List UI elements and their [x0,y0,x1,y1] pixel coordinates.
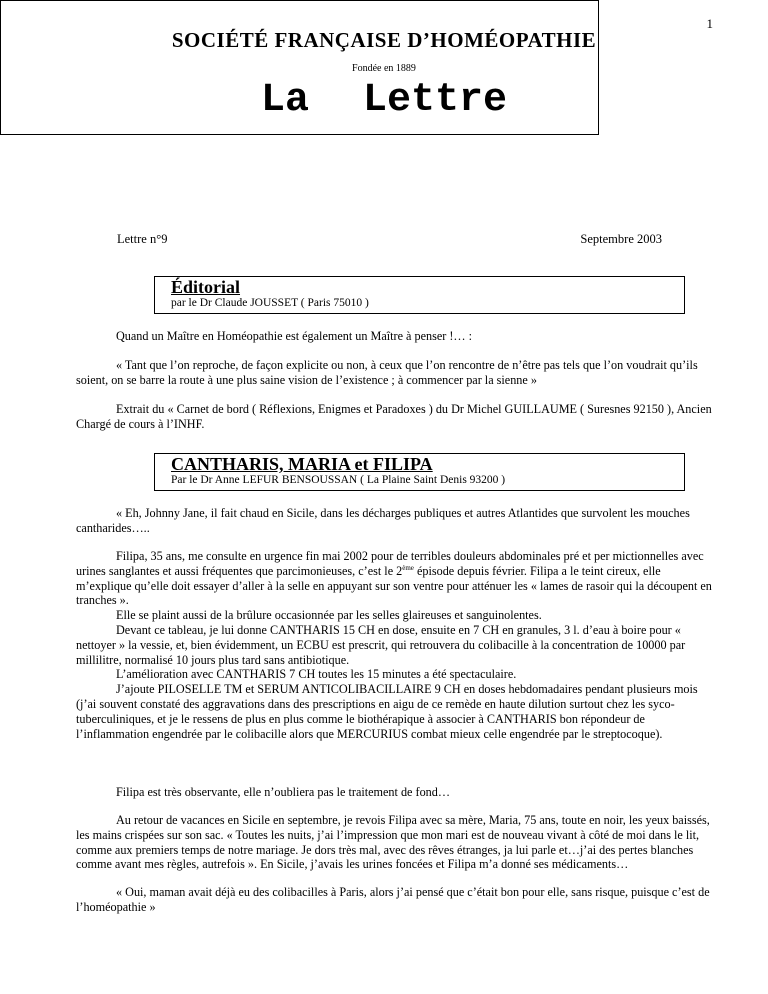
article-header [154,453,685,491]
article-paragraph: Filipa est très observante, elle n’oubliera pas le traitement de fond… [116,785,451,799]
article-paragraph: « Oui, maman avait déjà eu des colibacilles à Paris, alors j’ai pensé que c’était bon pour elle, sans risque, puisque c’est de l’homéopathie » [76,885,710,914]
article-title: CANTHARIS, MARIA et FILIPA [171,454,433,474]
page-number: 1 [706,16,713,31]
editorial-header [154,276,685,314]
article-observance [76,785,716,800]
issue-date: Septembre 2003 [580,232,662,246]
masthead [0,0,599,135]
editorial-source [76,402,716,432]
newsletter-title: La Lettre [260,78,508,123]
society-name: SOCIÉTÉ FRANÇAISE D’HOMÉOPATHIE [171,28,597,52]
article-quote [76,885,716,915]
issue-number: Lettre n°9 [117,232,168,246]
editorial-intro [76,329,716,344]
article-paragraph: « Eh, Johnny Jane, il fait chaud en Sicile, dans les décharges publiques et autres Atlantides que survolent les mouches cantharides….. [76,506,690,535]
article-paragraph: Elle se plaint aussi de la brûlure occasionnée par les selles glaireuses et sanguinolentes. [116,608,542,623]
article-author: Par le Dr Anne LEFUR BENSOUSSAN ( La Plaine Saint Denis 93200 ) [171,474,506,486]
article-paragraph: J’ajoute PILOSELLE TM et SERUM ANTICOLIBACILLAIRE 9 CH en doses hebdomadaires pendant plusieurs mois (j’ai souvent constaté des aggravations dans des prescriptions en aigu de ce remède en haute dilution surtout chez les syco-tuberculiniques, et je le ressens de plus en plus comme le biothérapique à associer à CANTHARIS bon répondeur de l’inflammation engendrée par le colibacille alors que MERCURIUS combat mieux celle engendrée par le streptocoque). [76,682,698,741]
editorial-author: par le Dr Claude JOUSSET ( Paris 75010 ) [171,297,369,309]
article-intro [76,506,716,536]
article-paragraph: Devant ce tableau, je lui donne CANTHARIS 15 CH en dose, ensuite en 7 CH en granules, 3 l. d’eau à boire pour « nettoyer » la vessie, et, bien évidemment, un ECBU est prescrit, qui retrouvera du colibacille à la concentration de 10000 par millilitre, normalisé 10 jours plus tard sans antibiotique. [76,622,686,667]
article-return [76,813,716,872]
founded-line: Fondée en 1889 [352,63,416,74]
editorial-quote-text: « Tant que l’on reproche, de façon explicite ou non, à ceux que l’on rencontre de n’être pas tels que l’on voudrait qu’ils soient, on se barre la route à une plus saine vision de l’existence ; à commencer par la sienne » [76,358,698,387]
editorial-quote [76,358,716,388]
editorial-title: Éditorial [171,277,241,297]
article-paragraph: Au retour de vacances en Sicile en septembre, je revois Filipa avec sa mère, Maria, 75 ans, toute en noir, les yeux baissés, les mains crispées sur son sac. « Toutes les nuits, j’ai l’impression que mon mari est de nouveau vivant à côté de moi dans le lit, comme aux premiers temps de notre mariage. Je dors très mal, avec des rêves étranges, ja lui parle et…j’ai des pertes blanches comme avant mes règles, autrefois ». En Sicile, j’avais les urines foncées et Filipa m’a donné ses médicaments… [76,813,710,872]
editorial-intro-text: Quand un Maître en Homéopathie est également un Maître à penser !… : [116,329,473,343]
article-paragraph: Filipa, 35 ans, me consulte en urgence fin mai 2002 pour de terribles douleurs abdominales pré et per mictionnelles avec urines sanglantes et aussi fréquentes que parcimonieuses, c’est le 2ème épisode depuis février. Filipa a le teint cireux, elle m’explique qu’elle doit essayer d’aller à la selle en appuyant sur son ventre pour atténuer les « lames de rasoir qui la découpent en tranches ». [76,549,712,608]
article-paragraph: L’amélioration avec CANTHARIS 7 CH toutes les 15 minutes a été spectaculaire. [116,667,517,682]
editorial-source-text: Extrait du « Carnet de bord ( Réflexions, Enigmes et Paradoxes ) du Dr Michel GUILLAUME ( Suresnes 92150 ), Ancien Chargé de cours à l’INHF. [76,402,712,431]
article-body [76,549,716,741]
